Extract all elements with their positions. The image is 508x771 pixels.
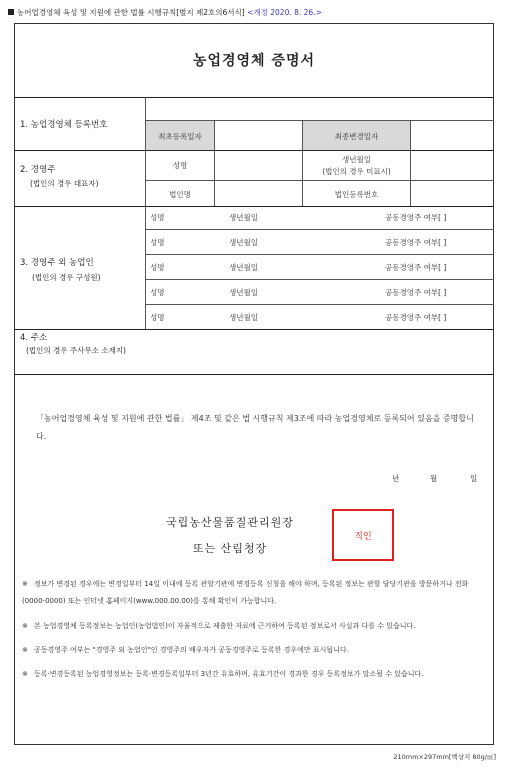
- divider: [14, 206, 494, 207]
- divider: [145, 254, 494, 255]
- divider: [145, 304, 494, 305]
- row-name: 성명: [150, 238, 165, 247]
- birth-sub-label: (법인의 경우 미표시): [322, 167, 391, 176]
- official-seal: 직인: [332, 509, 394, 561]
- row-joint: 공동경영주 여부[ ]: [385, 213, 447, 222]
- issuer-line-1: 국립농산물품질관리원장: [166, 516, 294, 529]
- form-reference-text: 농어업경영체 육성 및 지원에 관한 법률 시행규칙[별지 제2호의6서식]: [17, 8, 245, 17]
- row-joint: 공동경영주 여부[ ]: [385, 263, 447, 272]
- row-birth: 생년월일: [229, 213, 258, 222]
- month-label: 월: [430, 474, 438, 483]
- row-name: 성명: [150, 213, 165, 222]
- row-name: 성명: [150, 288, 165, 297]
- corp-reg-no-label: 법인등록번호: [334, 190, 379, 199]
- note-item: [22, 642, 482, 659]
- divider: [14, 374, 494, 375]
- note-item: [22, 576, 482, 610]
- note-text: 정보가 변경된 경우에는 변경일부터 14일 이내에 등록 관할기관에 변경등록 신청을 해야 하며, 등록된 정보는 관할 담당기관을 방문하거나 전화(0000-0000) 또는 인터넷 홈페이지(www.000.00.00)를 통해 확인이 가능합니다.: [22, 580, 469, 605]
- issuer-line-2: 또는 산림청장: [192, 542, 268, 555]
- last-change-date-label: 최종변경일자: [334, 132, 379, 141]
- first-reg-date-label: 최초등록일자: [158, 132, 202, 141]
- others-sub: (법인의 경우 구성원): [32, 273, 101, 282]
- address-label: 4. 주소: [20, 333, 48, 343]
- operator-sub: (법인의 경우 대표자): [30, 179, 99, 188]
- row-joint: 공동경영주 여부[ ]: [385, 288, 447, 297]
- corp-name-label: 법인명: [169, 190, 191, 199]
- divider: [410, 120, 411, 206]
- row-joint: 공동경영주 여부[ ]: [385, 238, 447, 247]
- reg-no-label: 1. 농업경영체 등록번호: [20, 120, 108, 130]
- divider: [145, 180, 494, 181]
- row-birth: 생년월일: [229, 238, 258, 247]
- divider: [145, 229, 494, 230]
- operator-label: 2. 경영주: [20, 165, 56, 175]
- row-birth: 생년월일: [229, 263, 258, 272]
- day-label: 일: [470, 474, 478, 483]
- certificate-frame: [14, 23, 494, 745]
- divider: [14, 97, 494, 98]
- square-bullet-icon: [8, 9, 14, 15]
- divider: [214, 120, 215, 206]
- row-joint: 공동경영주 여부[ ]: [385, 313, 447, 322]
- name-label: 성명: [172, 161, 188, 170]
- revision-note: <개정 2020. 8. 26.>: [247, 8, 322, 17]
- note-mark: ※: [22, 646, 28, 654]
- others-label: 3. 경영주 외 농업인: [20, 258, 94, 268]
- divider: [14, 329, 494, 330]
- note-item: [22, 618, 482, 635]
- note-item: [22, 666, 482, 683]
- row-birth: 생년월일: [229, 313, 258, 322]
- note-mark: ※: [22, 622, 28, 630]
- row-name: 성명: [150, 263, 165, 272]
- address-sub: (법인의 경우 주사무소 소재지): [26, 346, 126, 355]
- note-mark: ※: [22, 580, 28, 588]
- row-birth: 생년월일: [229, 288, 258, 297]
- birth-label: 생년월일: [342, 155, 371, 164]
- paper-size: 210mm×297mm[백상지 80g/㎡]: [393, 753, 496, 761]
- divider: [145, 279, 494, 280]
- divider: [14, 150, 494, 151]
- note-mark: ※: [22, 670, 28, 678]
- note-text: 본 농업경영체 등록정보는 농업인(농업법인)이 자율적으로 제출한 자료에 근거하여 등록된 정보로서 사실과 다를 수 있습니다.: [34, 622, 416, 630]
- row-name: 성명: [150, 313, 165, 322]
- form-reference: [8, 7, 322, 18]
- document-title: 농업경영체 증명서: [192, 53, 316, 69]
- note-text: 등록·변경등록된 농업경영정보는 등록·변경등록일부터 3년간 유효하며, 유효기간이 경과한 경우 등록정보가 말소될 수 있습니다.: [34, 670, 424, 678]
- certification-text: 「농어업경영체 육성 및 지원에 관한 법률」 제4조 및 같은 법 시행규칙 제3조에 따라 농업경영체로 등록되어 있음을 증명합니다.: [36, 414, 474, 441]
- note-text: 공동경영주 여부는 "경영주 외 농업인"인 경영주의 배우자가 공동경영주로 등록한 경우에만 표시됩니다.: [34, 646, 349, 654]
- year-label: 년: [392, 474, 400, 483]
